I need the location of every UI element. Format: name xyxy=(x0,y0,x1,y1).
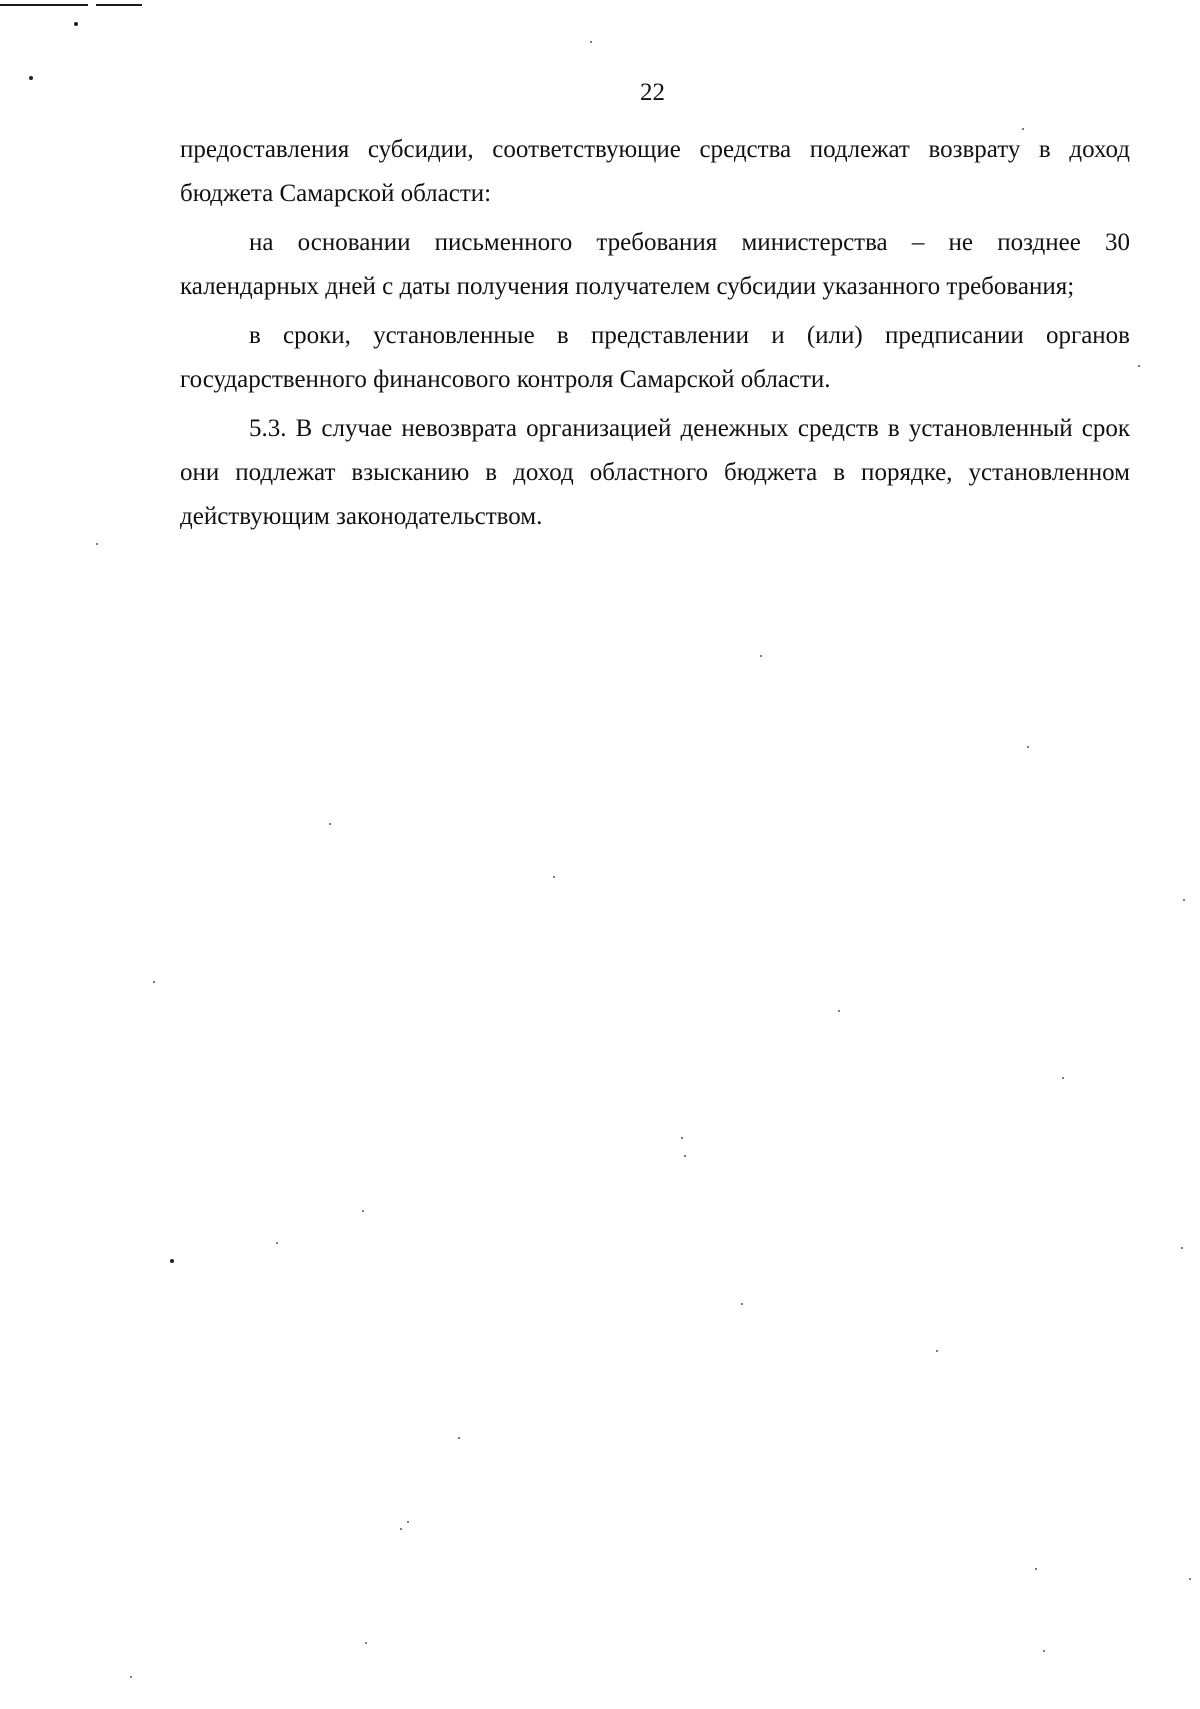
scan-artifact-line xyxy=(96,4,142,6)
scan-speck xyxy=(458,1437,460,1439)
scan-speck xyxy=(362,1210,364,1212)
scan-artifact-line xyxy=(0,4,88,6)
scan-speck xyxy=(1027,746,1029,748)
scan-speck xyxy=(936,1350,938,1352)
scan-speck xyxy=(153,981,155,983)
scan-speck xyxy=(329,823,331,825)
paragraph: на основании письменного требования министерства – не позднее 30 календарных дней с даты получения получателем субсидии указанного требования; xyxy=(180,229,1130,300)
scan-speck xyxy=(400,1528,402,1530)
scan-speck xyxy=(74,22,78,26)
scan-speck xyxy=(1062,1077,1064,1079)
scan-speck xyxy=(1035,1568,1037,1570)
paragraph: в сроки, установленные в представлении и (или) предписании органов государственного финансового контроля Самарской области. xyxy=(180,322,1130,393)
paragraph: предоставления субсидии, соответствующие средства подлежат возврату в доход бюджета Самарской области: xyxy=(180,136,1130,207)
scan-speck xyxy=(96,543,98,545)
scan-speck xyxy=(681,1137,683,1139)
paragraph: 5.3. В случае невозврата организацией денежных средств в установленный срок они подлежат взысканию в доход областного бюджета в порядке, установленном действующим законодательством. xyxy=(180,415,1130,530)
scan-speck xyxy=(1043,1650,1045,1652)
scan-speck xyxy=(838,1010,840,1012)
scan-speck xyxy=(170,1259,174,1263)
page-number: 22 xyxy=(640,79,665,106)
scan-speck xyxy=(130,1676,132,1678)
scan-speck xyxy=(1189,1578,1191,1580)
scan-speck xyxy=(760,655,762,657)
scan-speck xyxy=(276,1242,278,1244)
scan-speck xyxy=(1138,365,1140,367)
scan-speck xyxy=(1183,899,1185,901)
scan-speck xyxy=(407,1521,409,1523)
scan-speck xyxy=(1181,1247,1183,1249)
scan-speck xyxy=(684,1155,686,1157)
document-body xyxy=(180,128,1130,539)
scan-speck xyxy=(590,41,592,43)
scan-speck xyxy=(741,1303,743,1305)
scan-speck xyxy=(365,1642,367,1644)
scan-speck xyxy=(553,876,555,878)
